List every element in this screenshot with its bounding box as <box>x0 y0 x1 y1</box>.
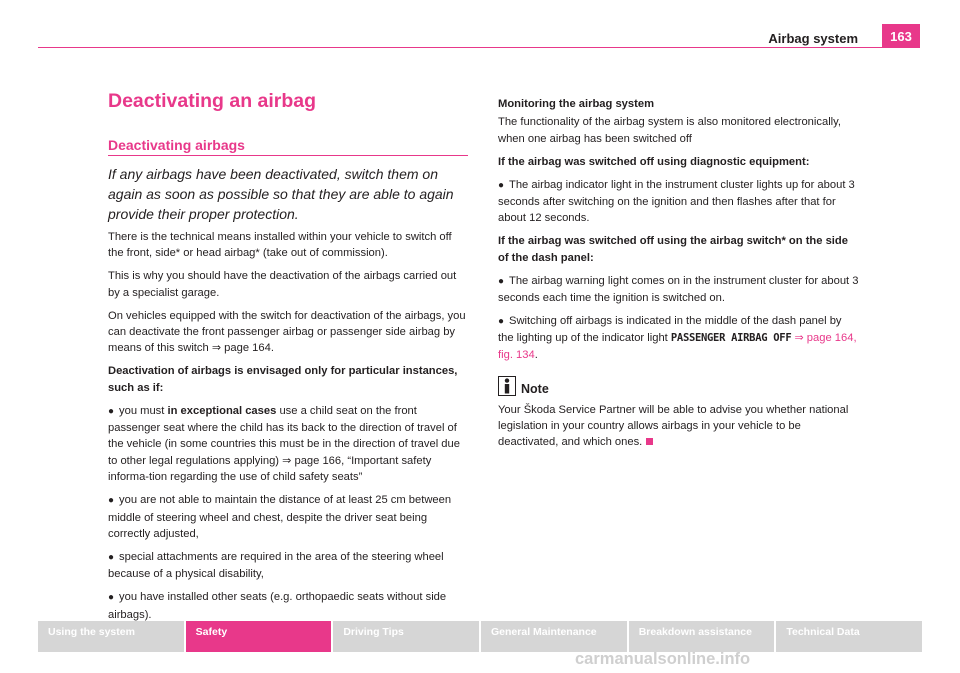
end-of-section-icon <box>646 438 653 445</box>
tab-breakdown-assistance[interactable]: Breakdown assistance <box>629 621 775 652</box>
paragraph: The functionality of the airbag system is also monitored electronically, when one airbag has been switched off <box>498 116 842 145</box>
arrow-icon: ⇒ <box>282 454 292 467</box>
page-reference-link[interactable]: page 164, fig. 134 <box>498 332 857 361</box>
tab-technical-data[interactable]: Technical Data <box>776 621 922 652</box>
monitor-heading: Monitoring the airbag system <box>498 98 655 110</box>
tab-using-the-system[interactable]: Using the system <box>38 621 184 652</box>
list-item: ● special attachments are required in the area of the steering wheel because of a physical disability, <box>108 550 444 581</box>
list-item: ● you have installed other seats (e.g. orthopaedic seats without side airbags). <box>108 591 447 621</box>
bullet-icon: ● <box>498 275 505 287</box>
left-body <box>108 229 468 630</box>
page-reference-link[interactable]: page 164. <box>224 342 274 355</box>
bullet-icon: ● <box>108 405 115 417</box>
bullet-icon: ● <box>498 315 505 327</box>
note-title: Note <box>521 382 549 397</box>
bullet-icon: ● <box>498 179 505 191</box>
paragraph: This is why you should have the deactivation of the airbags carried out by a specialist garage. <box>108 270 457 299</box>
tab-safety[interactable]: Safety <box>186 621 332 652</box>
list-item: ● you are not able to maintain the distance of at least 25 cm between middle of steering wheel and chest, despite the driver seat being correctly adjusted, <box>108 494 452 540</box>
bullet-icon: ● <box>108 551 115 563</box>
tab-driving-tips[interactable]: Driving Tips <box>333 621 479 652</box>
arrow-icon: ⇒ <box>211 342 222 355</box>
arrow-icon: ⇒ <box>794 332 804 345</box>
list-item: ● you must in exceptional cases use a child seat on the front passenger seat where the child has its back to the direction of travel of the vehicle (in some countries this must be in the direction of travel due to other legal regulations applying) ⇒ page 166, “Important safety informa-tion regarding the use of child safety seats” <box>108 404 460 484</box>
bullet-icon: ● <box>108 495 115 507</box>
right-body <box>498 96 860 457</box>
page-reference-link[interactable]: page 166, “Important safety informa-tion regarding the use of child safety seats” <box>108 454 432 484</box>
list-item: ● Switching off airbags is indicated in the middle of the dash panel by the lighting up of the indicator light PASSENGER AIRBAG OFF ⇒ page 164, fig. 134. <box>498 314 857 361</box>
info-icon <box>498 376 516 396</box>
paragraph-text: On vehicles equipped with the switch for deactivation of the airbags, you can deactivate the front passenger airbag or passenger side airbag by means of this switch <box>108 309 466 355</box>
header-divider <box>38 47 920 48</box>
page-number: 163 <box>882 24 920 48</box>
intro-text: If any airbags have been deactivated, switch them on again as soon as possible so that they are able to again provide their proper protection. <box>108 166 454 222</box>
paragraph: There is the technical means installed within your vehicle to switch off the front, side* or head airbag* (take out of commission). <box>108 231 452 260</box>
indicator-light-label: PASSENGER AIRBAG OFF <box>670 332 792 345</box>
list-intro: Deactivation of airbags is envisaged only for particular instances, such as if: <box>108 365 458 394</box>
note-box <box>498 375 860 451</box>
diag-heading: If the airbag was switched off using diagnostic equipment: <box>498 155 810 168</box>
list-item: ● The airbag warning light comes on in the instrument cluster for about 3 seconds each time the ignition is switched on. <box>498 274 859 305</box>
list-item: ● The airbag indicator light in the instrument cluster lights up for about 3 seconds after switching on the ignition and then flashes after that for about 12 seconds. <box>498 178 855 225</box>
subheading-divider <box>108 155 468 156</box>
tab-general-maintenance[interactable]: General Maintenance <box>481 621 627 652</box>
section-title: Airbag system <box>768 31 858 46</box>
watermark: carmanualsonline.info <box>575 650 751 668</box>
footer-tab-bar <box>38 621 922 652</box>
paragraph <box>108 308 468 357</box>
note-header <box>498 375 860 397</box>
bullet-icon: ● <box>108 592 115 604</box>
page-heading: Deactivating an airbag <box>108 90 317 112</box>
note-text: Your Škoda Service Partner will be able to advise you whether national legislation in your country allows airbags in your vehicle to be deactivated, and which ones. <box>498 403 849 449</box>
switch-heading: If the airbag was switched off using the airbag switch* on the side of the dash panel: <box>498 235 848 264</box>
section-subheading: Deactivating airbags <box>108 137 245 153</box>
